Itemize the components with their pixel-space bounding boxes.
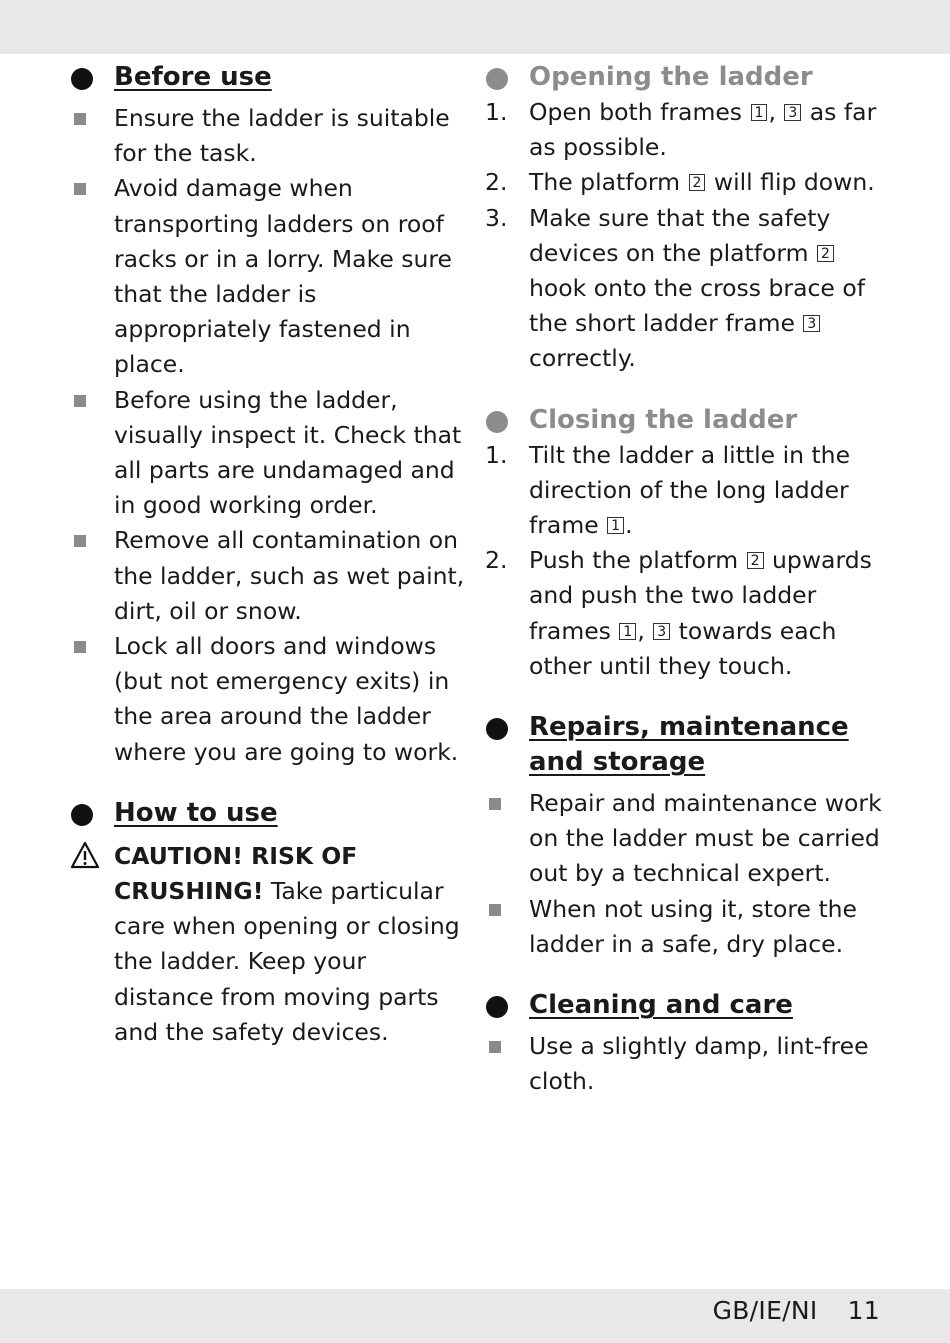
square-bullet-icon [74, 113, 86, 125]
list-item: 2. Push the platform 2 upwards and push the two ladder frames 1 , 3 towards each other until they touch. [485, 546, 872, 680]
caution-text: Take particular care when opening or closing the ladder. Keep your distance from moving parts and the safety devices. [114, 877, 460, 1046]
list-item: 3. Make sure that the safety devices on the platform 2 hook onto the cross brace of the short ladder frame 3 correctly. [485, 203, 865, 373]
heading-text: Closing the ladder [529, 404, 798, 435]
caution-note [70, 839, 470, 1050]
part-number-box: 3 [784, 104, 801, 121]
list-item: Use a slightly damp, lint-free cloth. [485, 1029, 895, 1099]
section-repairs [485, 710, 895, 962]
page-number: 11 [847, 1296, 880, 1325]
list-item: When not using it, store the ladder in a safe, dry place. [485, 892, 895, 962]
section-heading [485, 988, 895, 1023]
bullet-dot-icon [486, 718, 508, 740]
before-use-list [70, 101, 470, 770]
square-bullet-icon [74, 183, 86, 195]
list-item: Avoid damage when transporting ladders on roof racks or in a lorry. Make sure that the ladder is appropriately fastened in place. [70, 171, 470, 382]
section-heading [485, 710, 895, 780]
section-how-to-use [70, 796, 470, 1050]
heading-text: Repairs, maintenance and storage [529, 712, 849, 778]
closing-steps [485, 438, 895, 684]
part-number-box: 2 [747, 552, 764, 569]
list-item: Before using the ladder, visually inspect it. Check that all parts are undamaged and in good working order. [70, 383, 470, 524]
section-closing [485, 403, 895, 684]
repairs-list [485, 786, 895, 962]
part-number-box: 2 [689, 174, 706, 191]
list-item: 2. The platform 2 will flip down. [485, 168, 875, 197]
part-number-box: 3 [803, 315, 820, 332]
section-opening [485, 60, 895, 377]
section-cleaning [485, 988, 895, 1099]
section-heading [70, 60, 470, 95]
square-bullet-icon [489, 904, 501, 916]
part-number-box: 1 [751, 104, 768, 121]
list-item: Repair and maintenance work on the ladder must be carried out by a technical expert. [485, 786, 895, 892]
section-heading [70, 796, 470, 831]
square-bullet-icon [74, 535, 86, 547]
left-column [70, 60, 470, 1076]
bullet-dot-icon [71, 68, 93, 90]
list-item: Ensure the ladder is suitable for the task. [70, 101, 470, 171]
list-item: Remove all contamination on the ladder, such as wet paint, dirt, oil or snow. [70, 523, 470, 629]
part-number-box: 3 [653, 623, 670, 640]
top-band [0, 0, 950, 54]
bullet-dot-icon [486, 411, 508, 433]
heading-text: Before use [114, 62, 272, 92]
part-number-box: 1 [607, 517, 624, 534]
heading-text: How to use [114, 797, 278, 828]
bullet-dot-icon [71, 804, 93, 826]
square-bullet-icon [489, 798, 501, 810]
right-column [485, 60, 895, 1125]
square-bullet-icon [74, 395, 86, 407]
heading-text: Cleaning and care [529, 990, 793, 1021]
square-bullet-icon [74, 641, 86, 653]
caution-label: CAUTION! RISK OF CRUSHING! [114, 841, 358, 906]
section-heading [485, 60, 895, 95]
bullet-dot-icon [486, 996, 508, 1018]
opening-steps [485, 95, 895, 377]
bullet-dot-icon [486, 68, 508, 90]
part-number-box: 1 [619, 623, 636, 640]
list-item: 1. Open both frames 1 , 3 as far as possible. [485, 98, 877, 162]
square-bullet-icon [489, 1041, 501, 1053]
list-item: 1. Tilt the ladder a little in the direction of the long ladder frame 1 . [485, 440, 851, 540]
list-item: Lock all doors and windows (but not emergency exits) in the area around the ladder where you are going to work. [70, 629, 470, 770]
section-heading [485, 403, 895, 438]
section-before-use [70, 60, 470, 770]
cleaning-list [485, 1029, 895, 1099]
region-code: GB/IE/NI [712, 1296, 818, 1325]
warning-triangle-icon [70, 841, 100, 869]
heading-text: Opening the ladder [529, 62, 813, 92]
page-footer [713, 1293, 880, 1329]
part-number-box: 2 [817, 245, 834, 262]
